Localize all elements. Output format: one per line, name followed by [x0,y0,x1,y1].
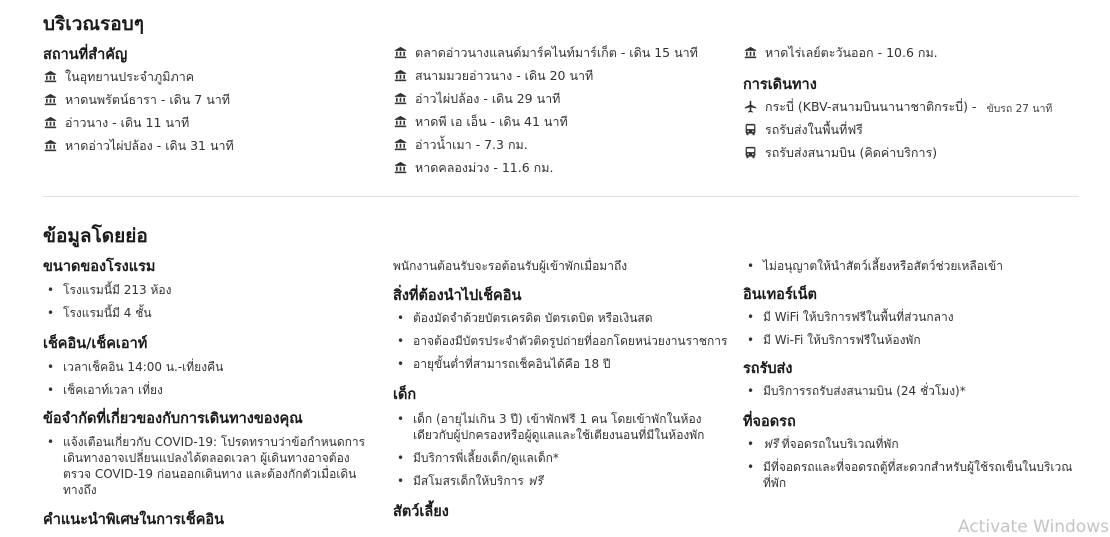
summary-title: ข้อมูลโดยย่อ [43,225,148,247]
section-divider [43,196,1079,197]
special-checkin-text: พนักงานต้อนรับจะรอต้อนรับผู้เข้าพักเมื่อมาถึง [393,259,628,273]
list-item: • โรงแรมนี้มี 4 ชั้น [47,306,152,320]
summary-column-1 [43,257,378,530]
parking-title: ที่จอดรถ [743,414,796,430]
landmark-icon [393,68,407,82]
landmark-icon [43,69,57,83]
special-checkin-title: คำแนะนำพิเศษในการเช็คอิน [43,512,225,528]
landmark-icon [393,160,407,174]
bring-title: สิ่งที่ต้องนำไปเช็คอิน [393,288,522,304]
landmark-item: หาดนพรัตน์ธารา - เดิน 7 นาที [43,92,373,115]
area-title: บริเวณรอบๆ [43,13,144,35]
landmark-item: สนามมวยอ่าวนาง - เดิน 20 นาที [393,68,733,91]
list-item: • เวลาเช็คอิน 14:00 น.-เที่ยงคืน [47,360,224,374]
bus-icon [743,145,757,159]
transport-title: การเดินทาง [743,77,817,93]
landmark-item: หาดไร่เลย์ตะวันออก - 10.6 กม. [743,45,1083,68]
plane-icon [743,99,757,113]
checkin-title: เช็คอิน/เช็คเอาท์ [43,336,148,352]
landmark-icon [43,138,57,152]
landmark-item: อ่าวน้ำเมา - 7.3 กม. [393,137,733,160]
list-item: • เด็ก (อายุไม่เกิน 3 ปี) เข้าพักฟรี 1 คน โดยเข้าพักในห้องเดียวกับผู้ปกครองหรือผู้ดูแลและใช้เตียงนอนที่มีในห้องพัก [397,412,705,442]
landmark-item: ตลาดอ่าวนางแลนด์มาร์คไนท์มาร์เก็ต - เดิน 15 นาที [393,45,733,68]
hotel-size-title: ขนาดของโรงแรม [43,259,156,275]
list-item: • ฟรี ที่จอดรถในบริเวณที่พัก [747,437,899,451]
summary-column-3 [743,258,1078,491]
landmark-item: หาดพี เอ เอ็น - เดิน 41 นาที [393,114,733,137]
landmark-icon [43,115,57,129]
list-item: • มีบริการรถรับส่งสนามบิน (24 ชั่วโมง)* [747,384,966,398]
list-item: • มีสโมสรเด็กให้บริการ ฟรี [397,474,543,488]
travel-restrictions-title: ข้อจำกัดที่เกี่ยวของกับการเดินทางของคุณ [43,411,303,427]
list-item: • มี Wi-Fi ให้บริการฟรีในห้องพัก [747,333,921,347]
list-item: • อายุขั้นต่ำที่สามารถเช็คอินได้คือ 18 ปี [397,357,611,371]
landmark-icon [393,137,407,151]
landmark-item: หาดอ่าวไผ่ปล้อง - เดิน 31 นาที [43,138,373,161]
shuttle-title: รถรับส่ง [743,361,793,377]
landmarks-title: สถานที่สำคัญ [43,47,128,63]
transport-shuttle-local: รถรับส่งในพื้นที่ฟรี [743,122,1083,145]
list-item: • อาจต้องมีบัตรประจำตัวติดรูปถ่ายที่ออกโดยหน่วยงานราชการ [397,334,728,348]
activate-windows-watermark: Activate Windows [958,517,1109,537]
landmark-icon [393,91,407,105]
landmark-item: หาดคลองม่วง - 11.6 กม. [393,160,733,183]
landmark-icon [393,45,407,59]
landmarks-column-2 [393,45,733,183]
list-item: • แจ้งเตือนเกี่ยวกับ COVID-19: โปรดทราบว่าข้อกำหนดการเดินทางอาจเปลี่ยนแปลงได้ตลอดเวลา ผู้เดินทางอาจต้องตรวจ COVID-19 ก่อนออกเดินทาง และต้องกักตัวเมื่อเดินทางถึง [47,435,366,497]
internet-title: อินเทอร์เน็ต [743,287,817,303]
bus-icon [743,122,757,136]
list-item: • มีบริการพี่เลี้ยงเด็ก/ดูแลเด็ก* [397,451,559,465]
pets-title: สัตว์เลี้ยง [393,504,449,520]
landmark-item: อ่าวนาง - เดิน 11 นาที [43,115,373,138]
landmark-icon [393,114,407,128]
transport-shuttle-airport: รถรับส่งสนามบิน (คิดค่าบริการ) [743,145,1083,168]
landmark-item: อ่าวไผ่ปล้อง - เดิน 29 นาที [393,91,733,114]
landmark-icon [743,45,757,59]
landmark-item: ในอุทยานประจำภูมิภาค [43,69,373,92]
list-item: • โรงแรมนี้มี 213 ห้อง [47,283,172,297]
landmarks-column-3 [743,45,1083,168]
list-item: • ไม่อนุญาตให้นำสัตว์เลี้ยงหรือสัตว์ช่วยเหลือเข้า [747,259,1003,273]
list-item: • มีที่จอดรถและที่จอดรถตู้ที่สะดวกสำหรับผู้ใช้รถเข็นในบริเวณที่พัก [747,460,1073,490]
list-item: • มี WiFi ให้บริการฟรีในพื้นที่ส่วนกลาง [747,310,954,324]
transport-airport: กระบี่ (KBV-สนามบินนานาชาติกระบี่) - ขับรถ 27 นาที [743,99,1083,122]
summary-column-2 [393,258,728,522]
landmarks-column-1 [43,45,373,161]
list-item: • ต้องมัดจำด้วยบัตรเครดิต บัตรเดบิต หรือเงินสด [397,311,653,325]
list-item: • เช็คเอาท์เวลา เที่ยง [47,383,163,397]
kids-title: เด็ก [393,387,417,403]
landmark-icon [43,92,57,106]
